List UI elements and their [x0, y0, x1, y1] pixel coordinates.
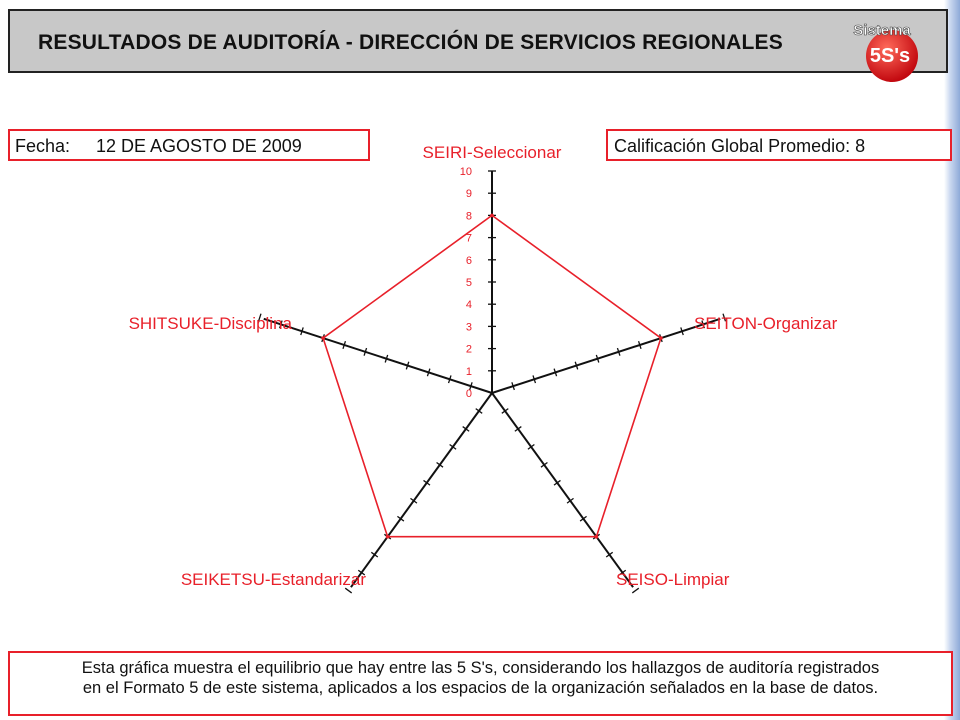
tick-label: 4	[465, 299, 472, 312]
tick-label: 0	[465, 388, 472, 400]
tick-label: 3	[465, 321, 472, 334]
global-score-text: Calificación Global Promedio: 8	[614, 136, 866, 156]
svg-text:Sistema: Sistema	[853, 22, 911, 39]
axis-label: SEISO-Limpiar	[616, 570, 730, 589]
data-point	[595, 535, 599, 539]
tick-label: 2	[465, 343, 472, 356]
tick-label: 6	[465, 254, 472, 267]
description-line-1: Esta gráfica muestra el equilibrio que hay entre las 5 S's, considerando los hallazgos de auditoría registrados	[81, 659, 880, 677]
tick-label: 9	[465, 188, 472, 201]
axis-line	[492, 319, 720, 393]
axis-label: SEITON-Organizar	[694, 314, 838, 333]
tick-label: 1	[465, 365, 472, 378]
tick-label: 5	[465, 277, 472, 289]
page-title: RESULTADOS DE AUDITORÍA - DIRECCIÓN DE SERVICIOS REGIONALES	[38, 31, 783, 54]
data-point	[386, 535, 390, 539]
tick-label: 10	[459, 166, 472, 178]
description-line-2: en el Formato 5 de este sistema, aplicados a los espacios de la organización señalados en la base de datos.	[82, 679, 879, 697]
data-point	[321, 336, 325, 340]
data-point	[490, 214, 494, 218]
axis-label: SEIKETSU-Estandarizar	[180, 570, 366, 589]
tick-label: 8	[465, 210, 472, 223]
date-value: 12 DE AGOSTO DE 2009	[96, 136, 302, 156]
axis-label: SHITSUKE-Disciplina	[128, 314, 292, 333]
svg-text:5S's: 5S's	[869, 45, 911, 67]
data-point	[659, 336, 663, 340]
axis-label: SEIRI-Seleccionar	[422, 143, 562, 162]
description-box	[8, 651, 953, 716]
date-label: Fecha:	[15, 136, 71, 156]
tick-label: 7	[465, 232, 472, 245]
axis-line	[264, 319, 492, 393]
